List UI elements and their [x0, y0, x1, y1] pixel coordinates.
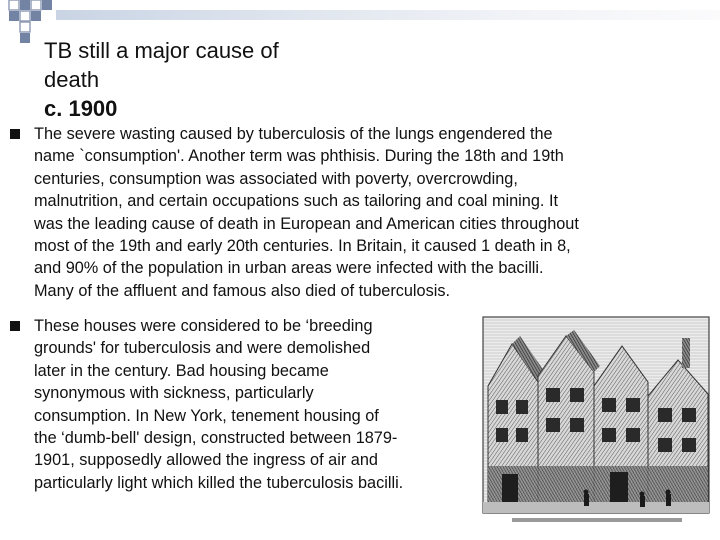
bullet-paragraph-consumption: [34, 123, 714, 302]
title-year: c. 1900: [44, 96, 118, 121]
title-line-1: TB still a major cause of: [44, 38, 279, 63]
text-line: These houses were considered to be ‘breeding: [34, 317, 373, 335]
bullet-paragraph-housing: [34, 315, 494, 494]
text-line: most of the 19th and early 20th centuries. In Britain, it caused 1 death in 8,: [34, 237, 571, 256]
text-line: name `consumption'. Another term was phthisis. During the 18th and 19th: [34, 147, 564, 166]
square-bullet-icon: [10, 129, 20, 139]
square-bullet-icon: [10, 321, 20, 331]
text-line: synonymous with sickness, particularly: [34, 384, 314, 403]
text-line: and 90% of the population in urban areas were infected with the bacilli.: [34, 259, 544, 278]
text-line: consumption. In New York, tenement housing of: [34, 406, 379, 425]
text-line: The severe wasting caused by tuberculosis of the lungs engendered the: [34, 125, 553, 143]
text-line: 1901, supposedly allowed the ingress of air and: [34, 451, 378, 470]
text-line: Many of the affluent and famous also died of tuberculosis.: [34, 281, 451, 300]
title-line-2: death: [44, 67, 100, 92]
text-line: centuries, consumption was associated with poverty, overcrowding,: [34, 169, 518, 188]
old-houses-engraving: [482, 316, 712, 530]
text-line: was the leading cause of death in European and American cities throughout: [34, 214, 579, 233]
slide-title: [44, 36, 384, 123]
text-line: malnutrition, and certain occupations such as tailoring and coal mining. It: [34, 192, 559, 211]
text-line: the ‘dumb-bell' design, constructed between 1879-: [34, 429, 398, 448]
top-header-bar: [56, 10, 720, 20]
text-line: later in the century. Bad housing became: [34, 361, 329, 380]
text-line: particularly light which killed the tuberculosis bacilli.: [34, 473, 404, 492]
text-line: grounds' for tuberculosis and were demolished: [34, 339, 371, 358]
